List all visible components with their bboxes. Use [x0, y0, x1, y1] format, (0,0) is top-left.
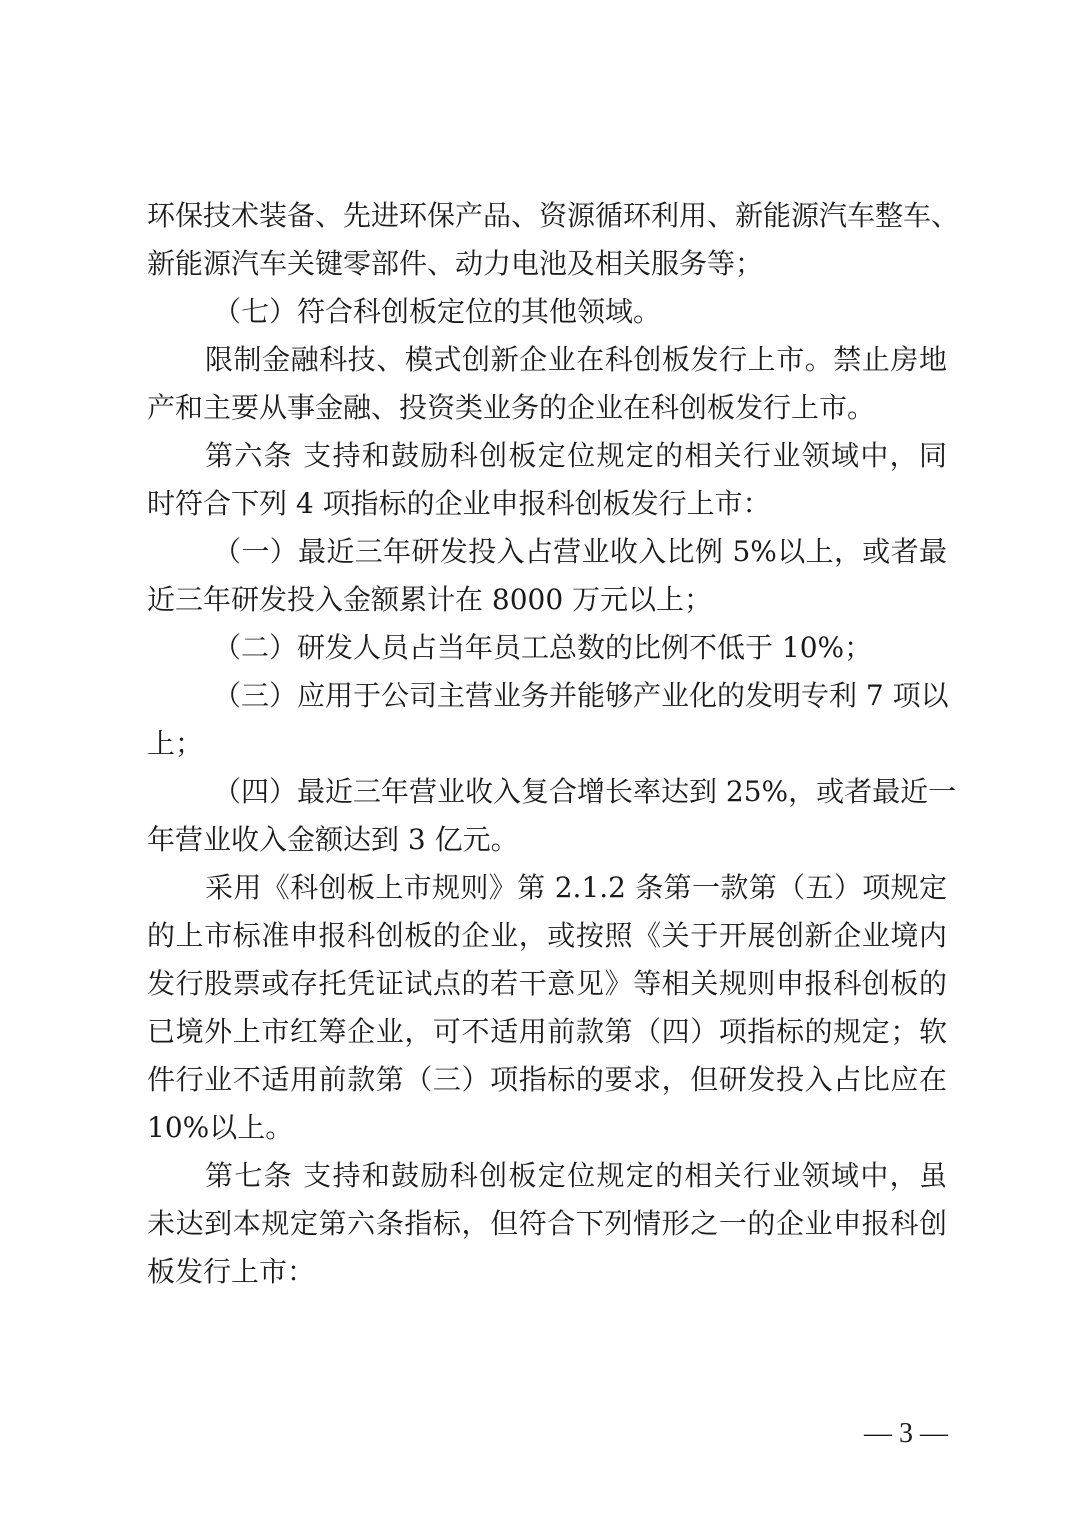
- text-line: 的上市标准申报科创板的企业，或按照《关于开展创新企业境内: [147, 919, 947, 952]
- text-line: （二）研发人员占当年员工总数的比例不低于 10%；: [213, 631, 873, 664]
- text-line: 年营业收入金额达到 3 亿元。: [147, 823, 519, 856]
- text-line: 限制金融科技、模式创新企业在科创板发行上市。禁止房地: [205, 343, 947, 376]
- text-line: 未达到本规定第六条指标，但符合下列情形之一的企业申报科创: [147, 1207, 947, 1240]
- text-line: （三）应用于公司主营业务并能够产业化的发明专利 7 项以: [213, 679, 949, 712]
- text-line: 采用《科创板上市规则》第 2.1.2 条第一款第（五）项规定: [205, 871, 947, 904]
- text-line: 第七条 支持和鼓励科创板定位规定的相关行业领域中，虽: [205, 1159, 947, 1192]
- text-line: 板发行上市：: [147, 1255, 316, 1288]
- document-body: [147, 192, 960, 1296]
- text-line: 上；: [147, 727, 204, 760]
- text-line: （一）最近三年研发投入占营业收入比例 5%以上，或者最: [213, 535, 947, 568]
- text-line: 发行股票或存托凭证试点的若干意见》等相关规则申报科创板的: [147, 967, 947, 1000]
- page-number: — 3 —: [864, 1418, 948, 1449]
- text-line: 环保技术装备、先进环保产品、资源循环利用、新能源汽车整车、: [147, 199, 960, 232]
- text-line: （四）最近三年营业收入复合增长率达到 25%，或者最近一: [213, 775, 957, 808]
- text-line: 10%以上。: [147, 1111, 294, 1144]
- text-line: 产和主要从事金融、投资类业务的企业在科创板发行上市。: [147, 391, 876, 424]
- text-line: （七）符合科创板定位的其他领域。: [213, 295, 662, 328]
- text-line: 新能源汽车关键零部件、动力电池及相关服务等；: [147, 247, 764, 280]
- text-line: 近三年研发投入金额累计在 8000 万元以上；: [147, 583, 713, 616]
- text-line: 时符合下列 4 项指标的企业申报科创板发行上市：: [147, 487, 771, 520]
- text-line: 第六条 支持和鼓励科创板定位规定的相关行业领域中，同: [205, 439, 947, 472]
- text-line: 件行业不适用前款第（三）项指标的要求，但研发投入占比应在: [147, 1063, 947, 1096]
- text-line: 已境外上市红筹企业，可不适用前款第（四）项指标的规定；软: [147, 1015, 947, 1048]
